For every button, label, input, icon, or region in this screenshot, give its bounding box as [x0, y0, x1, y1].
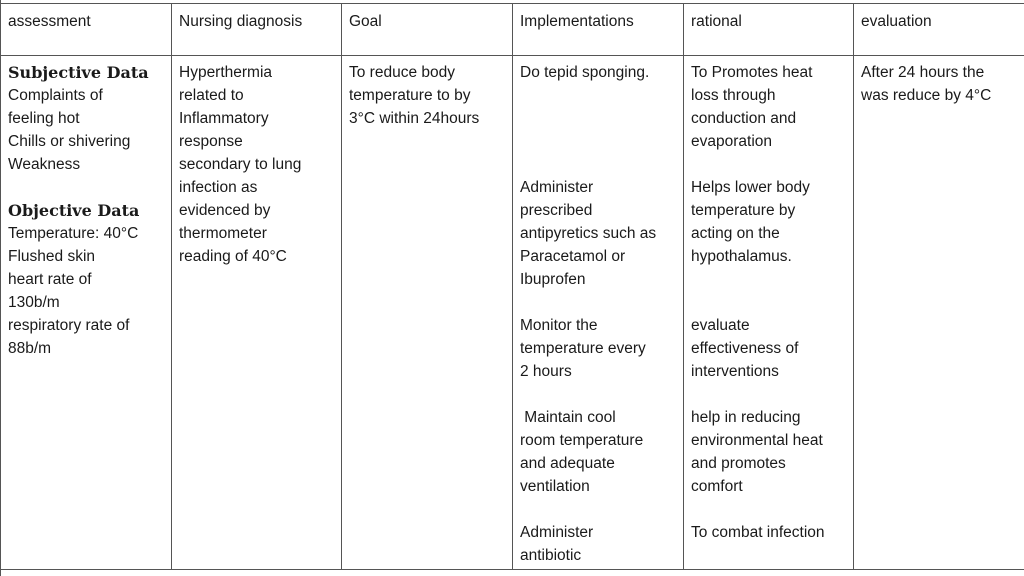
- implementation-line: Administer: [520, 524, 594, 541]
- implementation-line: antibiotic: [520, 547, 582, 564]
- rational-line: acting on the: [691, 225, 780, 242]
- implementation-line: room temperature: [520, 432, 644, 449]
- header-row: [1, 3, 1024, 56]
- header-assessment: assessment: [1, 4, 172, 55]
- diagnosis-line: Inflammatory: [179, 110, 269, 127]
- goal-cell: [342, 54, 513, 569]
- implementation-line: ventilation: [520, 478, 590, 495]
- spacer: [520, 84, 683, 107]
- implementation-line: Administer: [520, 179, 594, 196]
- subjective-line: Complaints of: [8, 87, 103, 104]
- rational-line: environmental heat: [691, 432, 823, 449]
- implementations-cell: [513, 54, 684, 569]
- objective-line: Flushed skin: [8, 248, 96, 265]
- rational-line: conduction and: [691, 110, 797, 127]
- subjective-line: Weakness: [8, 156, 81, 173]
- objective-line: heart rate of: [8, 271, 92, 288]
- diagnosis-line: related to: [179, 87, 244, 104]
- header-implementations: Implementations: [513, 4, 684, 55]
- header-goal: Goal: [342, 4, 513, 55]
- spacer: [520, 153, 683, 176]
- rational-line: Helps lower body: [691, 179, 810, 196]
- subjective-data-heading: Subjective Data: [8, 63, 149, 82]
- spacer: [691, 383, 853, 406]
- header-rational: rational: [684, 4, 854, 55]
- rational-line: hypothalamus.: [691, 248, 792, 265]
- spacer: [691, 291, 853, 314]
- spacer: [520, 498, 683, 521]
- rational-line: interventions: [691, 363, 779, 380]
- diagnosis-line: secondary to lung: [179, 156, 302, 173]
- implementation-line: Ibuprofen: [520, 271, 586, 288]
- diagnosis-line: thermometer: [179, 225, 267, 242]
- body-row: [1, 54, 1024, 570]
- spacer: [520, 383, 683, 406]
- objective-data-heading: Objective Data: [8, 201, 140, 220]
- assessment-cell: [1, 54, 172, 569]
- spacer: [520, 291, 683, 314]
- implementation-line: 2 hours: [520, 363, 572, 380]
- rational-line: and promotes: [691, 455, 786, 472]
- goal-line: temperature to by: [349, 87, 471, 104]
- subjective-line: Chills or shivering: [8, 133, 131, 150]
- diagnosis-line: evidenced by: [179, 202, 271, 219]
- implementation-line: prescribed: [520, 202, 593, 219]
- implementation-line: temperature every: [520, 340, 646, 357]
- diagnosis-line: infection as: [179, 179, 258, 196]
- evaluation-line: was reduce by 4°C: [861, 87, 992, 104]
- header-evaluation: evaluation: [854, 4, 1024, 55]
- spacer: [691, 268, 853, 291]
- implementation-line: Maintain cool: [520, 409, 616, 426]
- implementation-line: antipyretics such as: [520, 225, 657, 242]
- rational-cell: [684, 54, 854, 569]
- subjective-line: feeling hot: [8, 110, 80, 127]
- spacer: [520, 130, 683, 153]
- rational-line: loss through: [691, 87, 776, 104]
- evaluation-cell: [854, 54, 1024, 569]
- objective-line: 130b/m: [8, 294, 60, 311]
- implementation-line: Do tepid sponging.: [520, 64, 650, 81]
- spacer: [691, 153, 853, 176]
- rational-line: temperature by: [691, 202, 796, 219]
- goal-line: To reduce body: [349, 64, 455, 81]
- objective-line: 88b/m: [8, 340, 52, 357]
- rational-line: To Promotes heat: [691, 64, 813, 81]
- diagnosis-line: Hyperthermia: [179, 64, 273, 81]
- implementation-line: Monitor the: [520, 317, 598, 334]
- rational-line: help in reducing: [691, 409, 801, 426]
- rational-line: evaluate: [691, 317, 750, 334]
- implementation-line: and adequate: [520, 455, 615, 472]
- rational-line: To combat infection: [691, 524, 825, 541]
- goal-line: 3°C within 24hours: [349, 110, 480, 127]
- objective-line: respiratory rate of: [8, 317, 130, 334]
- spacer: [520, 107, 683, 130]
- spacer: [691, 498, 853, 521]
- diagnosis-line: reading of 40°C: [179, 248, 287, 265]
- rational-line: effectiveness of: [691, 340, 799, 357]
- objective-line: Temperature: 40°C: [8, 225, 139, 242]
- rational-line: comfort: [691, 478, 743, 495]
- header-nursing-diagnosis: Nursing diagnosis: [172, 4, 342, 55]
- spacer: [8, 176, 171, 199]
- evaluation-line: After 24 hours the: [861, 64, 985, 81]
- implementation-line: Paracetamol or: [520, 248, 626, 265]
- diagnosis-cell: [172, 54, 342, 569]
- rational-line: evaporation: [691, 133, 773, 150]
- diagnosis-line: response: [179, 133, 243, 150]
